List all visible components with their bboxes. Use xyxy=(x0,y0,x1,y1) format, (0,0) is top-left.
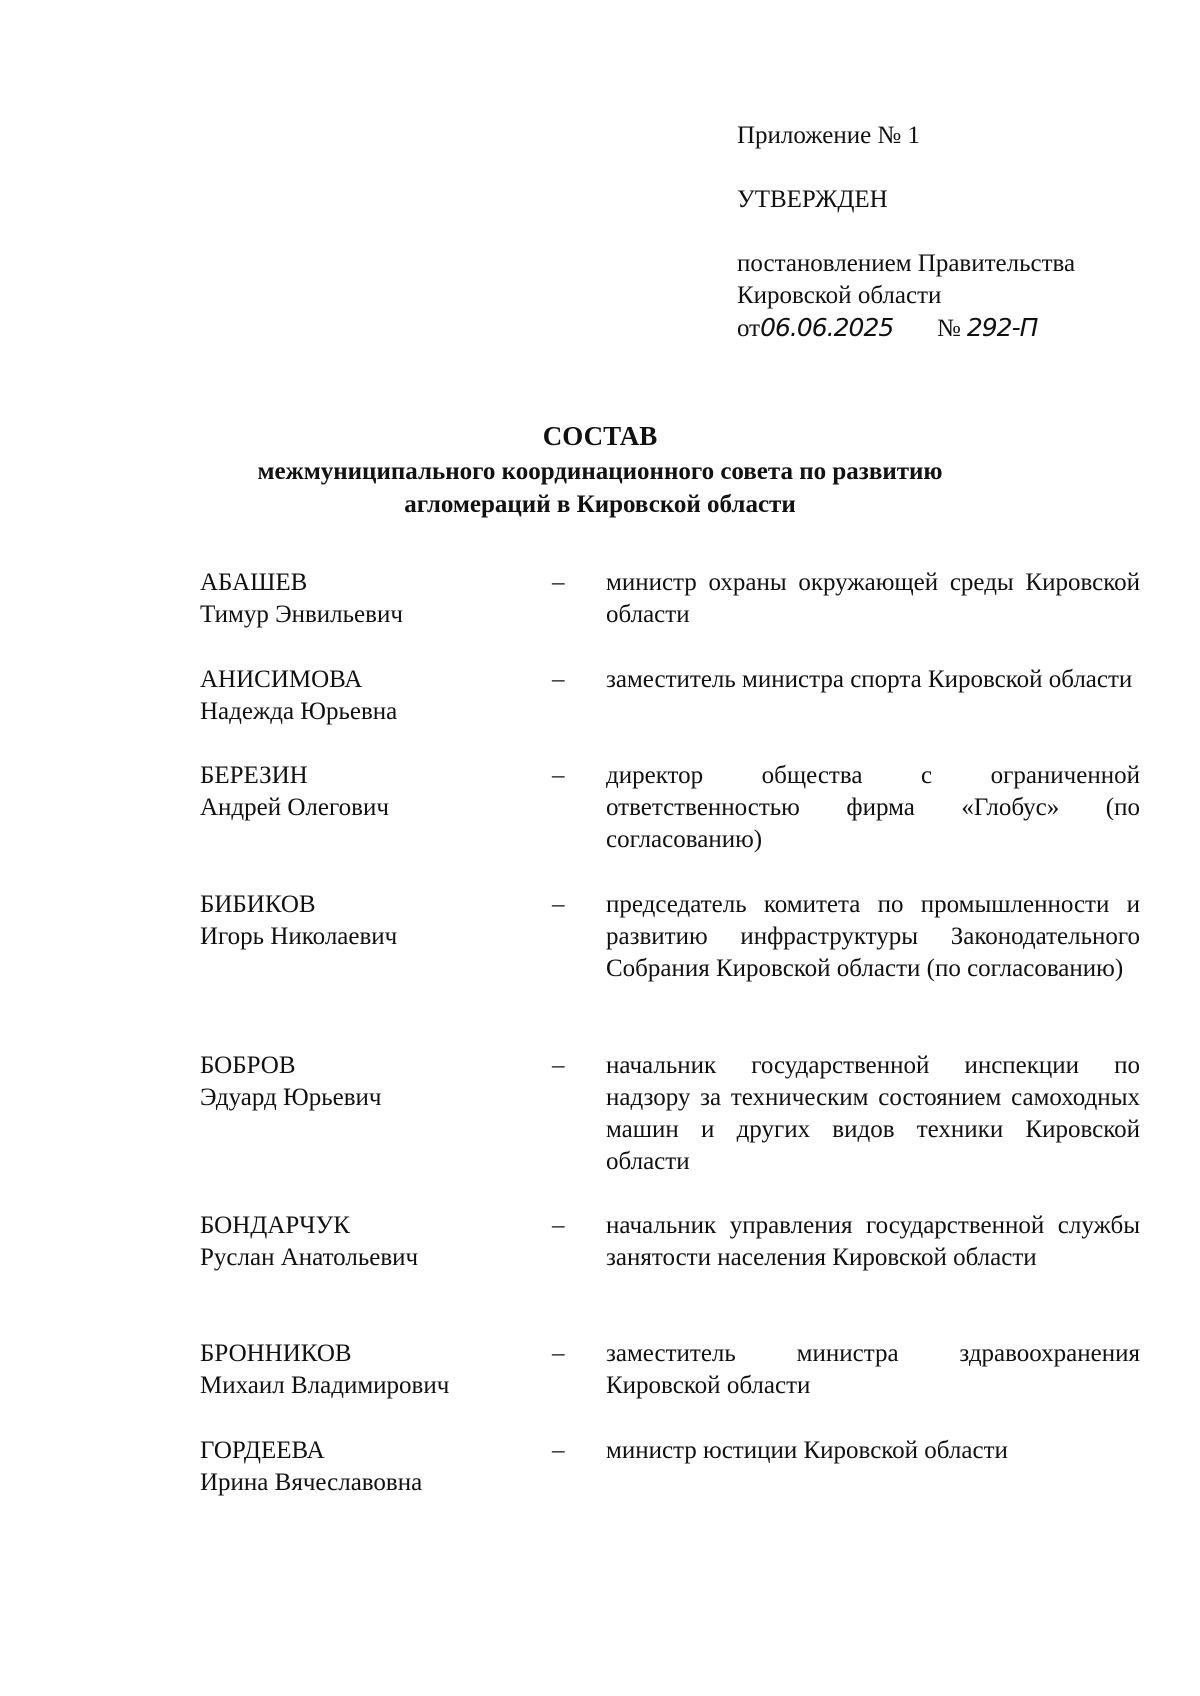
member-role: министр юстиции Кировской области xyxy=(606,1437,1008,1464)
title-main: СОСТАВ xyxy=(542,421,658,451)
decree-date-number xyxy=(737,312,1157,345)
member-given-names: Эдуард Юрьевич xyxy=(200,1084,382,1111)
member-surname: БЕРЕЗИН xyxy=(200,762,308,789)
member-role: заместитель министра спорта Кировской области xyxy=(606,666,1133,693)
member-row xyxy=(200,567,1140,631)
member-surname: БИБИКОВ xyxy=(200,891,316,918)
date-prefix: от xyxy=(737,315,761,342)
approval-status: УТВЕРЖДЕН xyxy=(737,186,888,213)
handwritten-date: 06.06.2025 xyxy=(760,313,894,342)
member-row xyxy=(200,889,1140,985)
title-line-2: агломераций в Кировской области xyxy=(404,491,796,518)
member-surname: БРОННИКОВ xyxy=(200,1340,352,1367)
member-role: заместитель министра здравоохранения Кировской области xyxy=(606,1340,1140,1399)
member-surname: БОБРОВ xyxy=(200,1052,296,1079)
member-given-names: Руслан Анатольевич xyxy=(200,1244,419,1271)
member-role: министр охраны окружающей среды Кировской области xyxy=(606,569,1140,628)
member-surname: ГОРДЕЕВА xyxy=(200,1437,325,1464)
appendix-number: Приложение № 1 xyxy=(737,122,921,149)
title-line-1: межмуниципального координационного совета по развитию xyxy=(257,458,943,485)
approved-by-line-2: Кировской области xyxy=(737,282,942,309)
handwritten-number: 292-П xyxy=(966,313,1038,342)
member-surname: АНИСИМОВА xyxy=(200,666,363,693)
separator-dash: – xyxy=(552,1340,565,1367)
approved-by-line-1: постановлением Правительства xyxy=(737,250,1076,277)
member-given-names: Андрей Олегович xyxy=(200,794,389,821)
member-role: начальник управления государственной службы занятости населения Кировской области xyxy=(606,1212,1140,1271)
member-given-names: Ирина Вячеславовна xyxy=(200,1469,423,1496)
separator-dash: – xyxy=(552,666,565,693)
member-row xyxy=(200,1050,1140,1178)
member-surname: БОНДАРЧУК xyxy=(200,1212,350,1239)
member-row xyxy=(200,664,1140,728)
document-title xyxy=(140,420,1060,521)
approval-block xyxy=(737,120,1157,345)
number-prefix: № xyxy=(937,315,961,342)
member-given-names: Игорь Николаевич xyxy=(200,923,398,950)
member-row xyxy=(200,760,1140,856)
member-row xyxy=(200,1210,1140,1274)
member-given-names: Тимур Энвильевич xyxy=(200,601,403,628)
separator-dash: – xyxy=(552,762,565,789)
member-row xyxy=(200,1435,1140,1499)
separator-dash: – xyxy=(552,891,565,918)
member-role: начальник государственной инспекции по надзору за техническим состоянием самоходных машин и других видов техники Кировской области xyxy=(606,1052,1140,1175)
member-role: директор общества с ограниченной ответственностью фирма «Глобус» (по согласованию) xyxy=(606,762,1140,853)
member-role: председатель комитета по промышленности и развитию инфраструктуры Законодательного Собрания Кировской области (по согласованию) xyxy=(606,891,1140,982)
member-given-names: Надежда Юрьевна xyxy=(200,698,398,725)
member-given-names: Михаил Владимирович xyxy=(200,1372,450,1399)
separator-dash: – xyxy=(552,1437,565,1464)
member-row xyxy=(200,1338,1140,1402)
separator-dash: – xyxy=(552,1212,565,1239)
member-surname: АБАШЕВ xyxy=(200,569,308,596)
separator-dash: – xyxy=(552,1052,565,1079)
separator-dash: – xyxy=(552,569,565,596)
